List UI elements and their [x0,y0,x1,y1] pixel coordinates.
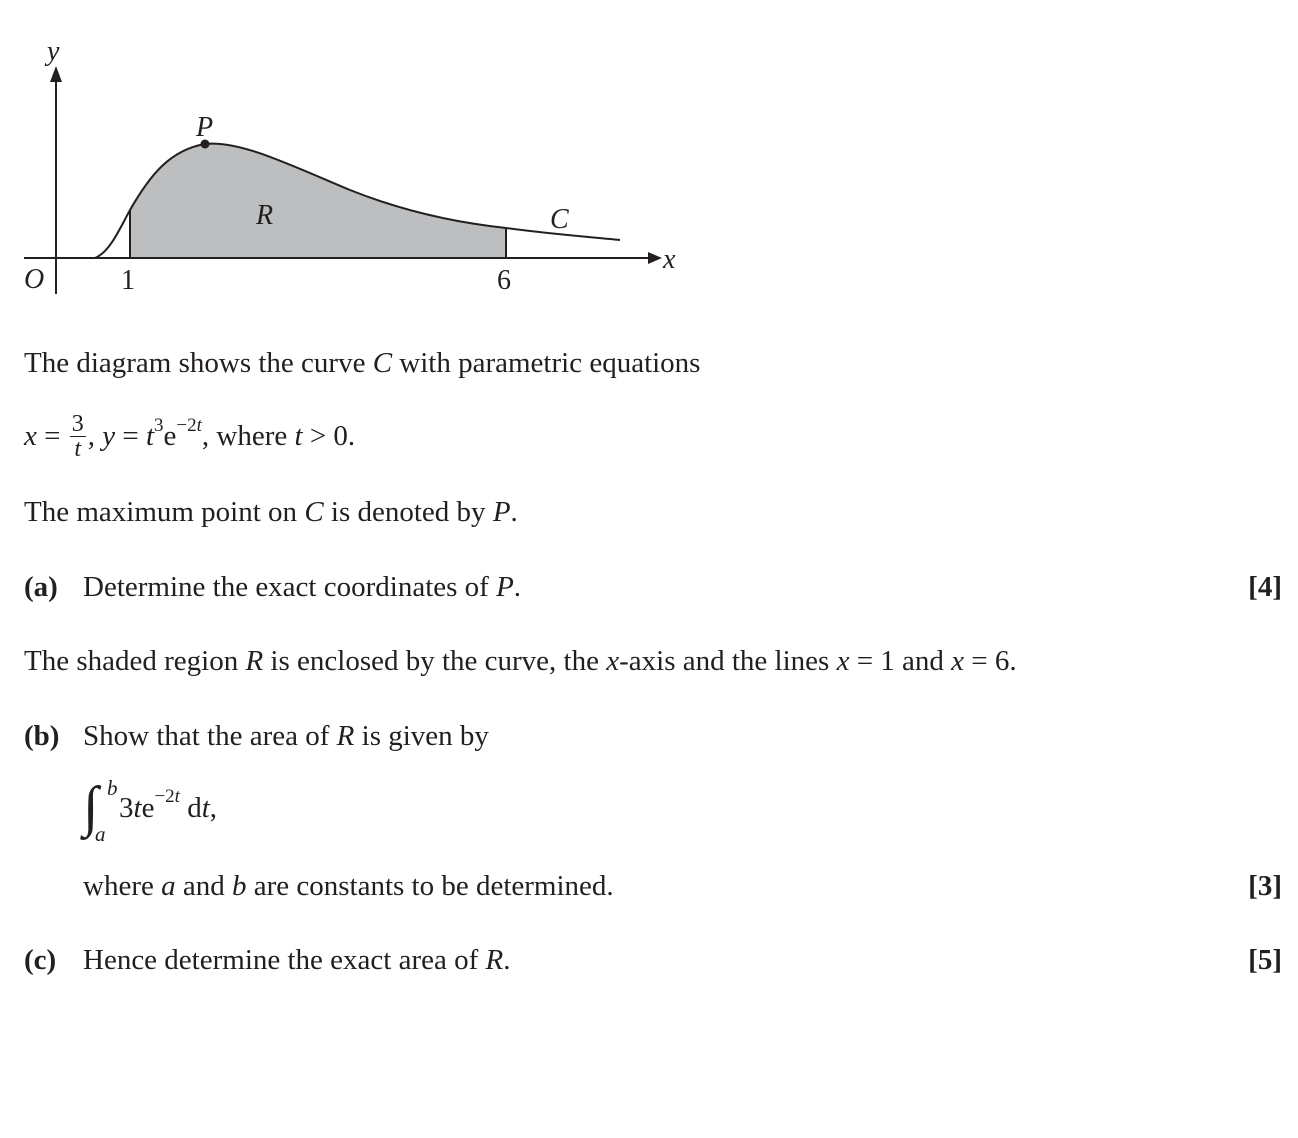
parametric-curve-diagram [0,0,700,310]
x-axis-label: x [663,244,676,275]
integral-lower-limit: a [95,822,106,846]
y-axis-arrowhead [50,66,62,82]
origin-label: O [24,264,45,295]
part-b-label: (b) [24,720,60,752]
part-c-marks: [5] [1248,944,1282,976]
shaded-region-r [130,144,506,258]
fraction-3-over-t: $\frac{3}{t}$ [71,411,84,462]
question-part-c: (c) Hence determine the exact area of R. [24,944,511,976]
region-description: The shaded region R is enclosed by the curve, the x-axis and the lines x = 1 and x = 6. [24,645,1017,677]
part-a-marks: [4] [1248,571,1282,603]
integral-upper-limit: b [107,776,118,800]
y-axis-label: y [47,36,60,67]
point-p-label: P [196,112,214,143]
question-part-a: (a) Determine the exact coordinates of P. [24,571,522,603]
region-r-label: R [256,200,274,231]
maximum-point-sentence: The maximum point on C is denoted by P. [24,496,518,528]
x-tick-label-1: 1 [121,265,135,296]
part-a-label: (a) [24,571,58,603]
integrand: $3te^{-2t}$ dt, [119,786,217,824]
curve-c-label: C [550,204,569,235]
x-axis-arrowhead [648,252,662,264]
intro-sentence: The diagram shows the curve C with parametric equations [24,347,701,379]
x-tick-label-6: 6 [497,265,511,296]
parametric-equations: x = $\frac{3}{t}$ , $y = t^3e^{-2t}$, where t > 0. [24,411,356,462]
question-part-b: (b) Show that the area of R is given by [24,720,489,752]
part-c-label: (c) [24,944,57,976]
part-b-constants-sentence: where a and b are constants to be determined. [83,870,614,902]
part-b-marks: [3] [1248,870,1282,902]
integral-sign: ∫ [83,776,99,838]
